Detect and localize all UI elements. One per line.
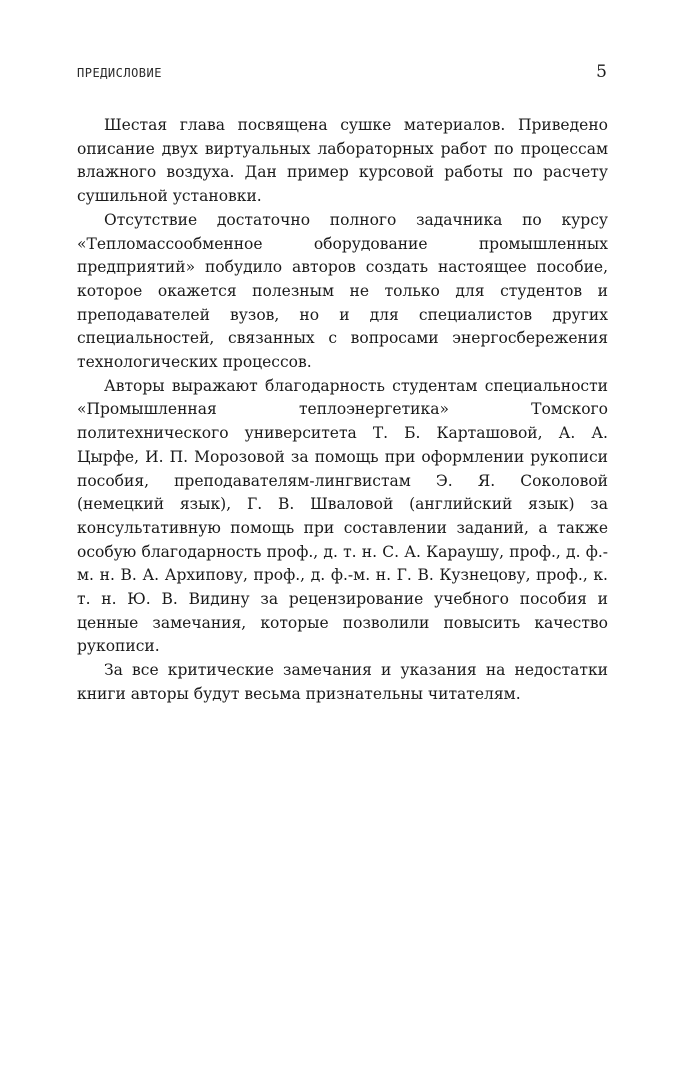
paragraph-2: Отсутствие достаточно полного задачника по курсу «Тепломассообменное оборудование промышленных предприятий» побудило авторов создать настоящее пособие, которое окажется полезным не только для студентов и преподавателей вузов, но и для специалистов других специальностей, связанных с вопросами энергосбережения технологических процессов. xyxy=(77,210,608,372)
paragraph-3: Авторы выражают благодарность студентам специальности «Промышленная теплоэнергетика» Томского политехнического университета Т. Б. Карташовой, А. А. Цырфе, И. П. Морозовой за помощь при оформлении рукописи пособия, преподавателям-лингвистам Э. Я. Соколовой (немецкий язык), Г. В. Шваловой (английский язык) за консультативную помощь при составлении заданий, а также особую благодарность проф., д. т. н. С. А. Караушу, проф., д. ф.-м. н. В. А. Архипову, проф., д. ф.-м. н. Г. В. Кузнецову, проф., к. т. н. Ю. В. Видину за рецензирование учебного пособия и ценные замечания, которые позволили повысить качество рукописи. xyxy=(77,376,608,656)
page-number: 5 xyxy=(596,62,607,82)
paragraph-4: За все критические замечания и указания на недостатки книги авторы будут весьма признательны читателям. xyxy=(77,661,608,703)
running-head-title: ПРЕДИСЛОВИЕ xyxy=(77,66,162,80)
page-body xyxy=(77,114,608,707)
paragraph-1: Шестая глава посвящена сушке материалов. Приведено описание двух виртуальных лабораторных работ по процессам влажного воздуха. Дан пример курсовой работы по расчету сушильной установки. xyxy=(77,116,608,206)
